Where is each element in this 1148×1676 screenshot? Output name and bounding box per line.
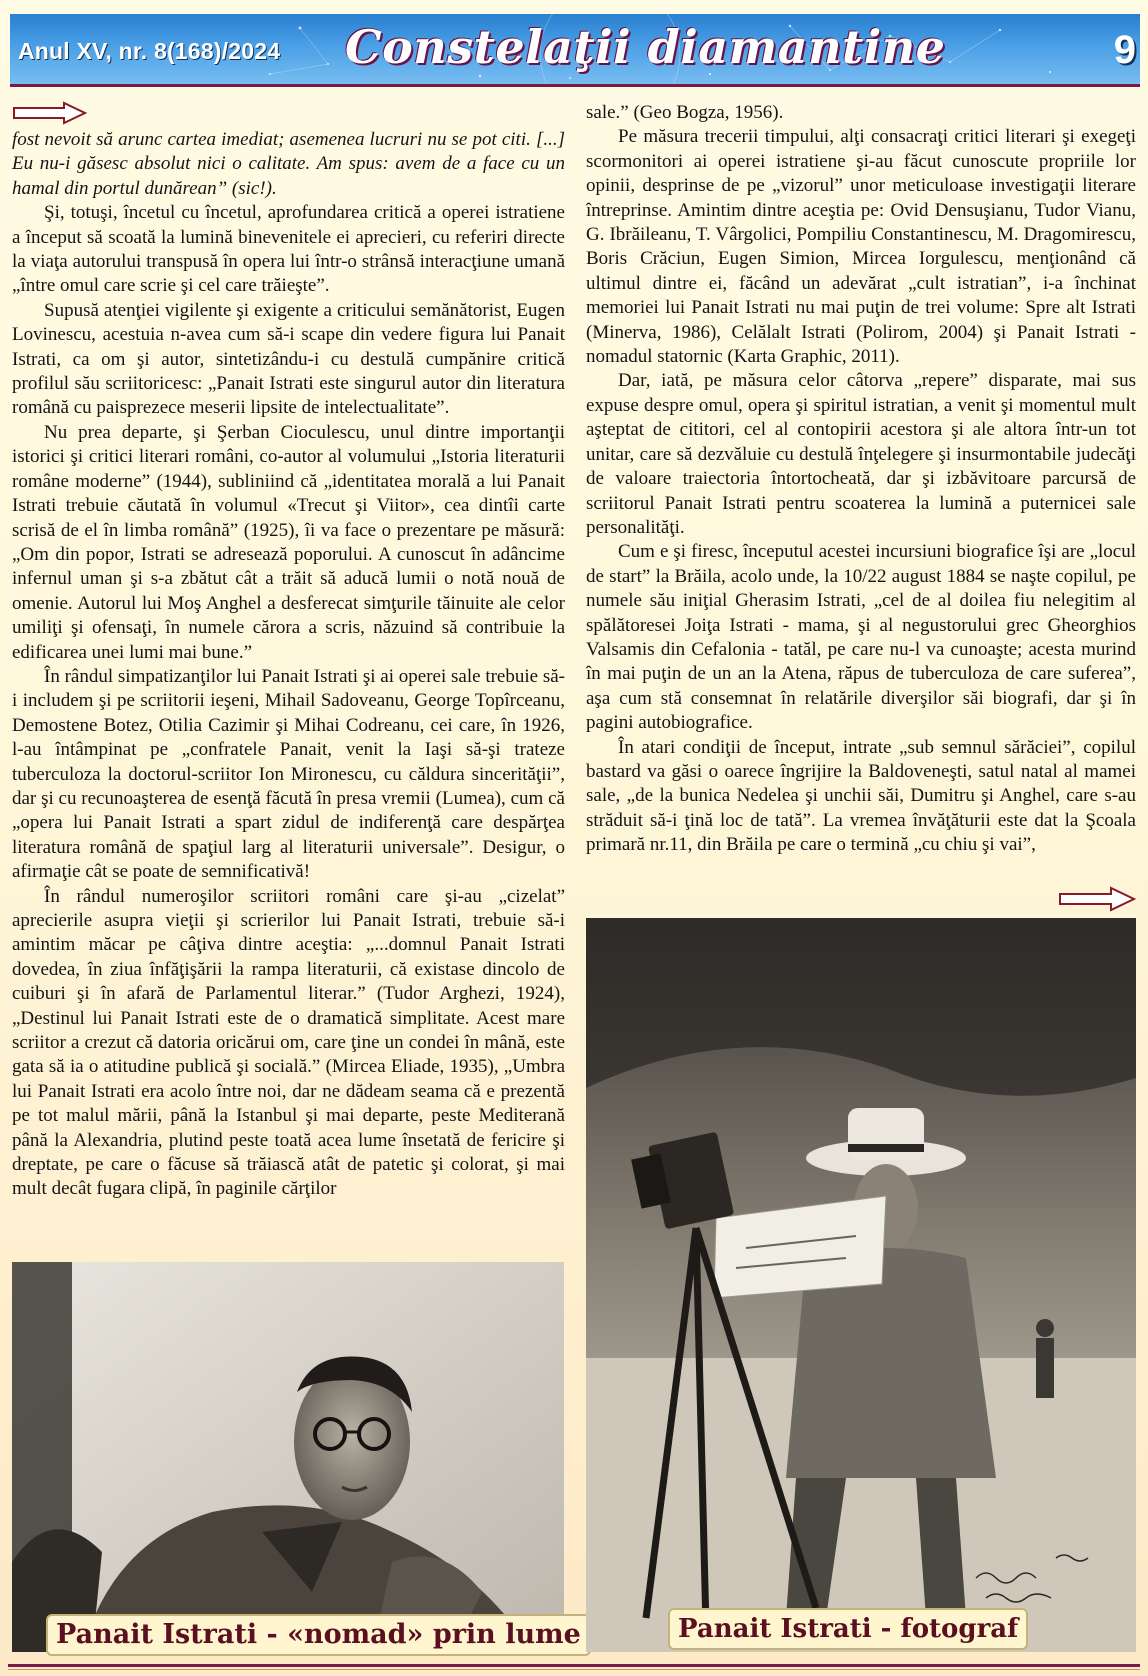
left-column [12,128,565,1202]
footer-rule [8,1664,1140,1667]
portrait-illustration [12,1262,564,1652]
continued-arrow-icon [1058,886,1136,912]
paragraph: În rândul numeroşilor scriitori români care şi-au „cizelat” aprecierile asupra vieţii şi scrierilor lui Panait Istrati, trebuie să-i amintim măcar pe câţiva dintre aceştia: „...domnul Panait Istrati dovedea, în ziua înfăţişării la rampa literaturii, că existase dincolo de cuiburi şi în afară de Parlamentul literar.” (Tudor Arghezi, 1924), „Destinul lui Panait Istrati este de o dramatică simplitate. Acest mare scriitor a crezut că datoria oricărui om, care ţine un condei în mână, este gata să ia o atitudine publică şi socială.” (Mircea Eliade, 1935), „Umbra lui Panait Istrati era acolo între noi, dar ne dădeam seama că e prezentă pe tot malul mării, până la Istanbul şi mai departe, peste Mediterană până la Alexandria, plutind peste toată acea lume însetată de fericire şi dreptate, pe care o făcuse să trăiască atât de patetic şi colorat, şi mai mult decât fugara clipă, în paginile cărţilor [12,885,565,1200]
paragraph: Pe măsura trecerii timpului, alţi consacraţi critici literari şi exegeţi scormonitori ai operei istratiene şi-au făcut cunoscute propriile lor opinii, desprinse de pe „vizorul” unor meticuloase investigaţii literare întreprinse. Amintim dintre aceştia pe: Ovid Densuşianu, Tudor Vianu, G. Ibrăileanu, T. Vârgolici, Pompiliu Constantinescu, M. Dragomirescu, Boris Crăciun, Eugen Simion, Mircea Iorgulescu, menţionând că ultimul dintre ei, făcând un adevărat „cult istratian”, i-a închinat memoriei lui Panait Istrati nu mai puţin de trei volume: Spre alt Istrati (Minerva, 1986), Celălalt Istrati (Polirom, 2004) şi Panait Istrati - nomadul statornic (Karta Graphic, 2011). [586,126,1136,368]
photo-photographer [586,918,1136,1652]
photo-caption: Panait Istrati - «nomad» prin lume [46,1614,591,1656]
paragraph: Dar, iată, pe măsura celor câtorva „repere” disparate, mai sus expuse despre omul, opera şi spiritul istratian, a venit şi momentul mult aşteptat de cititori, cel al contopirii acestora şi ale altora într-un tot unitar, care să dezvăluie cu destulă înţelegere şi insurmontabile judecăţi de valoare traiectoria întortocheată, dar şi izbăvitoare parcursă de scriitorul Panait Istrati pentru scoaterea la lumină a puternicei sale personalităţi. [586,370,1136,538]
photographer-illustration [586,918,1136,1652]
paragraph: fost nevoit să arunc cartea imediat; asemenea lucruri nu se pot citi. [...] Eu nu-i găsesc absolut nici o calitate. Am spus: avem de a face cu un hamal din portul dunărean” (sic!). [12,129,565,199]
right-column [586,101,1136,858]
photo-portrait [12,1262,564,1652]
photo-caption: Panait Istrati - fotograf [668,1608,1028,1650]
paragraph: Şi, totuşi, încetul cu încetul, aprofundarea critică a operei istratiene a început să scoată la lumină binevenitele ei aprecieri, cu referiri directe la viaţa autorului transpusă în opera lui într-o strânsă interacţiune umană „între omul care scrie şi cel care trăieşte”. [12,202,565,297]
paragraph: În atari condiţii de început, intrate „sub semnul sărăciei”, copilul bastard va găsi o oarece îngrijire la Baldoveneşti, satul natal al mamei sale, „de la bunica Nedelea şi unchii săi, Dumitru şi Anghel, care s-au străduit să-i ţină loc de tată”. La vremea învăţăturii este dat la Şcoala primară nr.11, din Brăila pe care o termină „cu chiu şi vai”, [586,736,1136,856]
paragraph: sale.” (Geo Bogza, 1956). [586,102,784,123]
footer-rule-thin [8,1669,1140,1670]
continued-arrow-icon [12,101,88,125]
paragraph: Nu prea departe, şi Şerban Cioculescu, unul dintre importanţii istorici şi critici literari români, co-autor al volumului „Istoria literaturii române moderne” (1944), subliniind că „identitatea morală a lui Panait Istrati trebuie căutată în volumul «Trecut şi Viitor», cea dintîi carte scrisă de el în limba română” (1925), îi va face o prezentare pe măsură: „Om din popor, Istrati se adresează poporului. A cunoscut în adâncime infernul uman şi s-a zbătut cât a trăit să aducă lumii o notă nouă de omenie. Autorul lui Moş Anghel a desferecat simţurile tăinuite ale celor umiliţi şi ofensaţi, în numele cărora a scris, năzuind să contribuie la edificarea unei lumi mai bune.” [12,421,565,663]
paragraph: Cum e şi firesc, începutul acestei incursiuni biografice îşi are „locul de start” la Brăila, acolo unde, la 10/22 august 1884 se naşte copilul, pe numele său iniţial Gherasim Istrati, „cel de al doilea fiu nelegitim al spălătoresei Joiţa Istrati - mama, şi al negustorului grec Gheorghios Valsamis din Cefalonia - tatăl, pe care nu-l va cunoaşte; acesta murind în mai puţin de un an la Atena, răpus de tuberculoza de care suferea”, aşa cum stă consemnat în relatările diverşilor săi biografi, dar şi în pagini autobiografice. [586,541,1136,734]
masthead-title: Constelaţii diamantine [345,20,946,74]
page-header [10,14,1140,87]
paragraph: Supusă atenţiei vigilente şi exigente a criticului semănătorist, Eugen Lovinescu, acestuia n-avea cum să-i scape din vedere figura lui Panait Istrati, ca om şi autor, sintetizându-i cu destulă cumpănire critică profilul său scriitoricesc: „Panait Istrati este singurul autor din literatura română cu paisprezece meserii lipsite de intelectualitate”. [12,299,565,419]
page-number: 9 [1113,28,1136,72]
issue-label: Anul XV, nr. 8(168)/2024 [18,38,281,64]
paragraph: În rândul simpatizanţilor lui Panait Istrati şi ai operei sale trebuie să-i includem şi pe scriitorii ieşeni, Mihail Sadoveanu, George Topîrceanu, Demostene Botez, Otilia Cazimir şi Mihai Codreanu, cei care, în 1926, l-au întâmpinat pe „confratele Panait, venit la Iaşi să-şi trateze tuberculoza la doctorul-scriitor Ion Mironescu, cu căldura sincerităţii”, dar şi cu recunoaşterea de esenţă făcută în presa vremii (Lumea), cum că „opera lui Panait Istrati a spart zidul de indiferenţă care despărţea literatura română de spaţiul larg al literaturii universale”. Desigur, o afirmaţie cât se poate de semnificativă! [12,665,565,883]
